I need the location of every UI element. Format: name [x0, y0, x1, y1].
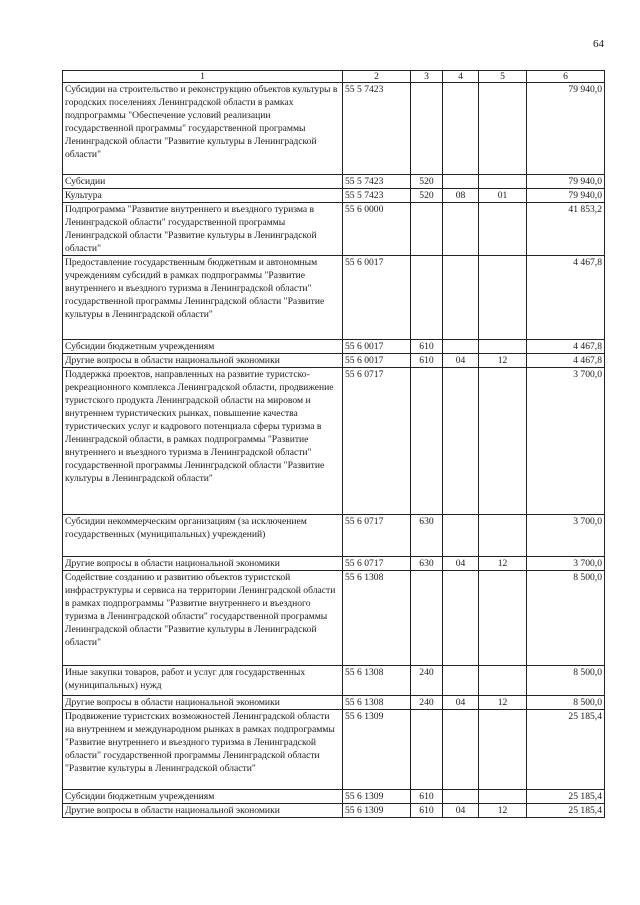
- row-rz: 04: [443, 557, 479, 571]
- row-name: Субсидии: [63, 175, 343, 189]
- row-rz: [443, 666, 479, 696]
- row-vr: [411, 203, 443, 256]
- row-code: 55 6 0017: [343, 256, 411, 340]
- table-row: [63, 256, 605, 340]
- row-code: 55 6 0717: [343, 368, 411, 515]
- row-name: Подпрограмма "Развитие внутреннего и въездного туризма в Ленинградской области" государственной программы Ленинградской области "Развитие культуры в Ленинградской области": [63, 203, 343, 256]
- table-row: [63, 354, 605, 368]
- row-rz: [443, 256, 479, 340]
- row-vr: 630: [411, 515, 443, 557]
- row-pr: 12: [479, 557, 527, 571]
- row-sum: 41 853,2: [527, 203, 605, 256]
- row-vr: 240: [411, 666, 443, 696]
- table-row: [63, 340, 605, 354]
- row-sum: 3 700,0: [527, 368, 605, 515]
- header-cell: 2: [343, 71, 411, 83]
- table-row: [63, 189, 605, 203]
- table-row: [63, 696, 605, 710]
- row-rz: [443, 175, 479, 189]
- row-name: Субсидии бюджетным учреждениям: [63, 790, 343, 804]
- row-pr: 01: [479, 189, 527, 203]
- row-code: 55 5 7423: [343, 83, 411, 175]
- row-rz: [443, 515, 479, 557]
- row-name: Иные закупки товаров, работ и услуг для государственных (муниципальных) нужд: [63, 666, 343, 696]
- row-code: 55 6 1308: [343, 571, 411, 666]
- row-sum: 79 940,0: [527, 189, 605, 203]
- row-sum: 8 500,0: [527, 571, 605, 666]
- row-code: 55 6 1309: [343, 790, 411, 804]
- row-code: 55 6 1308: [343, 696, 411, 710]
- row-rz: [443, 571, 479, 666]
- row-code: 55 6 0717: [343, 515, 411, 557]
- row-sum: 3 700,0: [527, 515, 605, 557]
- row-rz: 04: [443, 696, 479, 710]
- header-cell: 1: [63, 71, 343, 83]
- row-vr: 610: [411, 804, 443, 818]
- row-vr: 610: [411, 790, 443, 804]
- row-sum: 8 500,0: [527, 696, 605, 710]
- row-rz: [443, 368, 479, 515]
- row-name: Субсидии некоммерческим организациям (за исключением государственных (муниципальных) учреждений): [63, 515, 343, 557]
- row-pr: [479, 175, 527, 189]
- row-code: 55 5 7423: [343, 189, 411, 203]
- row-code: 55 6 0017: [343, 354, 411, 368]
- row-code: 55 6 0717: [343, 557, 411, 571]
- header-cell: 6: [527, 71, 605, 83]
- row-sum: 25 185,4: [527, 710, 605, 790]
- table-row: [63, 83, 605, 175]
- row-sum: 4 467,8: [527, 256, 605, 340]
- row-vr: 610: [411, 340, 443, 354]
- row-sum: 8 500,0: [527, 666, 605, 696]
- row-pr: 12: [479, 354, 527, 368]
- row-pr: [479, 83, 527, 175]
- row-sum: 4 467,8: [527, 354, 605, 368]
- row-vr: [411, 571, 443, 666]
- row-pr: [479, 515, 527, 557]
- row-vr: [411, 710, 443, 790]
- row-vr: 240: [411, 696, 443, 710]
- row-vr: 520: [411, 175, 443, 189]
- row-name: Другие вопросы в области национальной экономики: [63, 354, 343, 368]
- page-number: 64: [593, 38, 604, 50]
- row-name: Субсидии на строительство и реконструкцию объектов культуры в городских поселениях Ленинградской области в рамках подпрограммы "Обеспечение условий реализации государственной программы" государственной программы Ленинградской области "Развитие культуры в Ленинградской области": [63, 83, 343, 175]
- table-row: [63, 710, 605, 790]
- row-code: 55 6 1309: [343, 804, 411, 818]
- row-name: Поддержка проектов, направленных на развитие туристско-рекреационного комплекса Ленинградской области, продвижение туристского продукта Ленинградской области на мировом и внутреннем туристических рынках, повышение качества туристических услуг и кадрового потенциала сферы туризма в Ленинградской области, в рамках подпрограммы "Развитие внутреннего и въездного туризма в Ленинградской области" государственной программы Ленинградской области "Развитие культуры в Ленинградской области": [63, 368, 343, 515]
- row-name: Другие вопросы в области национальной экономики: [63, 557, 343, 571]
- row-pr: 12: [479, 804, 527, 818]
- row-pr: [479, 666, 527, 696]
- row-vr: [411, 83, 443, 175]
- row-rz: [443, 203, 479, 256]
- table-row: [63, 203, 605, 256]
- row-rz: [443, 710, 479, 790]
- row-code: 55 6 0000: [343, 203, 411, 256]
- table-row: [63, 666, 605, 696]
- row-name: Предоставление государственным бюджетным и автономным учреждениям субсидий в рамках подпрограммы "Развитие внутреннего и въездного туризма в Ленинградской области" государственной программы Ленинградской области "Развитие культуры в Ленинградской области": [63, 256, 343, 340]
- row-sum: 3 700,0: [527, 557, 605, 571]
- row-rz: 08: [443, 189, 479, 203]
- row-vr: 520: [411, 189, 443, 203]
- row-rz: 04: [443, 354, 479, 368]
- row-rz: [443, 790, 479, 804]
- row-vr: [411, 368, 443, 515]
- row-sum: 79 940,0: [527, 175, 605, 189]
- table-row: [63, 175, 605, 189]
- row-code: 55 6 0017: [343, 340, 411, 354]
- row-pr: 12: [479, 696, 527, 710]
- header-cell: 4: [443, 71, 479, 83]
- table-row: [63, 804, 605, 818]
- row-pr: [479, 790, 527, 804]
- row-rz: [443, 340, 479, 354]
- table-row: [63, 571, 605, 666]
- row-vr: 610: [411, 354, 443, 368]
- row-vr: 630: [411, 557, 443, 571]
- row-code: 55 6 1309: [343, 710, 411, 790]
- row-pr: [479, 203, 527, 256]
- header-cell: 5: [479, 71, 527, 83]
- row-sum: 25 185,4: [527, 804, 605, 818]
- row-name: Культура: [63, 189, 343, 203]
- table-row: [63, 515, 605, 557]
- table-row: [63, 557, 605, 571]
- row-pr: [479, 710, 527, 790]
- row-name: Другие вопросы в области национальной экономики: [63, 696, 343, 710]
- row-name: Продвижение туристских возможностей Ленинградской области на внутреннем и международном рынках в рамках подпрограммы "Развитие внутреннего и въездного туризма в Ленинградской области" государственной программы Ленинградской области "Развитие культуры в Ленинградской области": [63, 710, 343, 790]
- table-header-row: [63, 71, 605, 83]
- row-rz: 04: [443, 804, 479, 818]
- row-pr: [479, 571, 527, 666]
- table-row: [63, 368, 605, 515]
- row-name: Другие вопросы в области национальной экономики: [63, 804, 343, 818]
- row-sum: 4 467,8: [527, 340, 605, 354]
- row-sum: 79 940,0: [527, 83, 605, 175]
- row-code: 55 5 7423: [343, 175, 411, 189]
- row-pr: [479, 340, 527, 354]
- row-vr: [411, 256, 443, 340]
- row-sum: 25 185,4: [527, 790, 605, 804]
- row-name: Субсидии бюджетным учреждениям: [63, 340, 343, 354]
- header-cell: 3: [411, 71, 443, 83]
- budget-table: [62, 70, 605, 818]
- row-rz: [443, 83, 479, 175]
- table-row: [63, 790, 605, 804]
- row-pr: [479, 368, 527, 515]
- row-pr: [479, 256, 527, 340]
- row-code: 55 6 1308: [343, 666, 411, 696]
- row-name: Содействие созданию и развитию объектов туристской инфраструктуры и сервиса на территории Ленинградской области в рамках подпрограммы "Развитие внутреннего и въездного туризма в Ленинградской области" государственной программы Ленинградской области "Развитие культуры в Ленинградской области": [63, 571, 343, 666]
